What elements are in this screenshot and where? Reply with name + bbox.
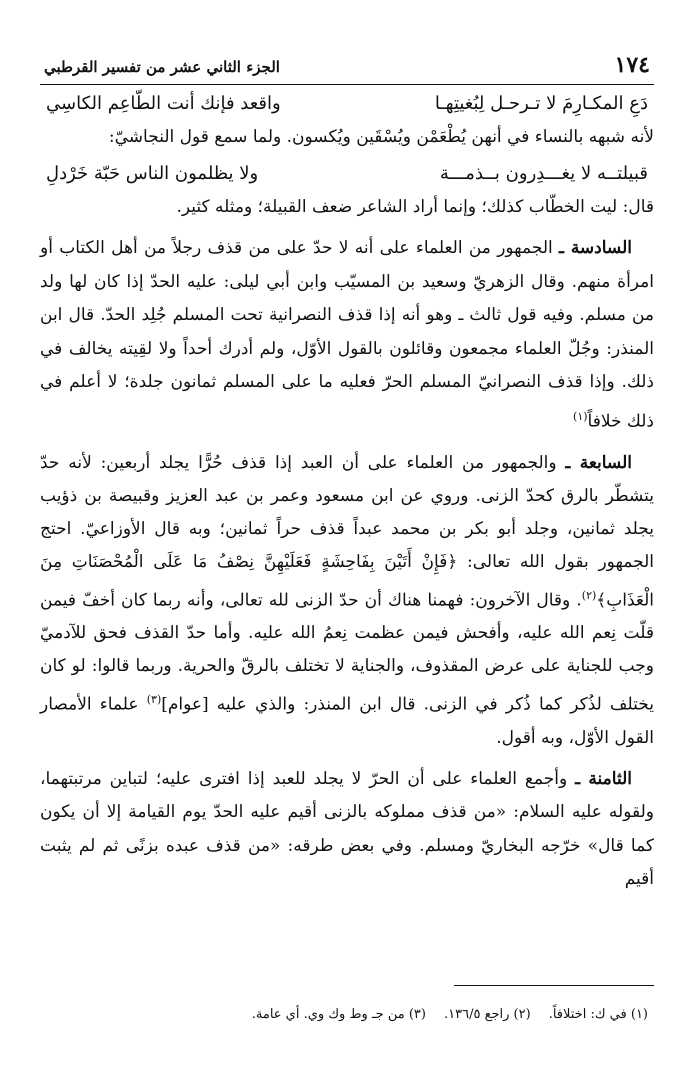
footnote-1: (١) في ك: اختلافاً. xyxy=(548,1007,648,1022)
footnote-ref-2: (٢) xyxy=(581,588,597,602)
prose-line-after-verse-1: لأنه شبهه بالنساء في أنهن يُطْعَمْن ويُسْقَين ويُكسون. ولما سمع قول النجاشيّ: xyxy=(108,127,654,147)
verse-1-first-hemistich: دَعِ المكـارِمَ لا تـرحـل لِبُغيتِهـا xyxy=(434,93,648,114)
verse-1-second-hemistich: واقعد فإنك أنت الطّاعِم الكاسِي xyxy=(46,93,281,114)
paragraph-sixth-heading: السادسة ـ xyxy=(559,238,632,258)
paragraph-seventh xyxy=(40,447,654,755)
paragraph-sixth-text: الجمهور من العلماء على أنه لا حدّ على من قذف رجلاً من أهل الكتاب أو امرأة منهم. وقال الزهريّ وسعيد بن المسيّب وابن أبي ليلى: عليه الحدّ إذا كان لها ولد من مسلم. وفيه قول ثالث ـ وهو أنه إذا قذف النصرانية تحت المسلم جُلِد الحدّ. قال ابن المنذر: وجُلّ العلماء مجمعون وقائلون بالقول الأوّل، ولم أدرك أحداً ولا لقِيته يخالف في ذلك. وإذا قذف النصرانيّ المسلم الحرّ فعليه ما على المسلم ثمانون جلدة؛ لا أعلم في ذلك خلافاً xyxy=(40,238,654,432)
paragraph-sixth xyxy=(40,232,654,439)
paragraph-seventh-text-c: علماء الأمصار القول الأوّل، وبه أقول. xyxy=(40,694,654,748)
page-number: ١٧٤ xyxy=(614,52,650,78)
footnote-3: (٣) من جـ وط وك وي. أي عامة. xyxy=(251,1007,426,1022)
running-title: الجزء الثاني عشر من تفسير القرطبي xyxy=(44,58,280,76)
page-header xyxy=(40,52,654,85)
verse-2-second-hemistich: ولا يظلمون الناس حَبّة خَرْدلِ xyxy=(46,162,259,184)
paragraph-seventh-text-b: . وقال الآخرون: فهمنا هناك أن حدّ الزنى لله تعالى، وأنه ربما كان أخفّ فيمن قلّت نِعم الله عليه، وأفحش فيمن عظمت نِعمُ الله عليه. وأما حدّ القذف فحق للآدميّ وجب للجناية على عرض المقذوف، والجناية لا تختلف بالرقّ والحرية. وربما قالوا: لو كان يختلف لذُكر كما ذُكر في الزنى. قال ابن المنذر: والذي عليه [عوام] xyxy=(40,590,654,715)
verse-2-first-hemistich: قبيلتــه لا يغـــدِرون بــذمـــة xyxy=(439,162,648,184)
footnote-ref-3: (٣) xyxy=(146,693,162,707)
poetry-verse-2 xyxy=(46,159,648,189)
footnote-separator xyxy=(454,985,654,986)
paragraph-eighth xyxy=(40,763,654,897)
paragraph-seventh-heading: السابعة ـ xyxy=(565,452,632,473)
paragraph-seventh-text-a: والجمهور من العلماء على أن العبد إذا قذف حُرًّا يجلد أربعين: لأنه حدّ يتشطّر بالرق كحدّ الزنى. وروي عن ابن مسعود وعمر بن عبد العزيز وقبيصة بن ذؤيب يجلد ثمانين، وجلد أبو بكر بن محمد عبداً قذف حراً ثمانين؛ وبه قال الأوزاعيّ. احتج الجمهور بقول الله تعالى: ﴿فَإِنْ أَتَيْنَ بِفَاحِشَةٍ فَعَلَيْهِنَّ نِصْفُ مَا عَلَى الْمُحْصَنَاتِ مِنَ الْعَذَابِ﴾ xyxy=(40,452,654,611)
paragraph-eighth-heading: الثامنة ـ xyxy=(575,768,632,789)
prose-line-after-verse-2: قال: ليت الخطّاب كذلك؛ وإنما أراد الشاعر ضعف القبيلة؛ ومثله كثير. xyxy=(176,196,654,217)
paragraph-eighth-text: وأجمع العلماء على أن الحرّ لا يجلد للعبد إذا افترى عليه؛ لتباين مرتبتهما، ولقوله عليه السلام: «من قذف مملوكه بالزنى أقيم عليه الحدّ يوم القيامة إلا أن يكون كما قال» خرّجه البخاريّ ومسلم. وفي بعض طرقه: «من قذف عبده بزنًى ثم لم يثبت أقيم xyxy=(40,768,654,890)
footnote-2: (٢) راجع ١٣٦/٥. xyxy=(443,1007,531,1022)
footnote-ref-1: (١) xyxy=(573,409,588,423)
footnotes xyxy=(40,1005,648,1025)
poetry-verse-1 xyxy=(46,89,648,119)
